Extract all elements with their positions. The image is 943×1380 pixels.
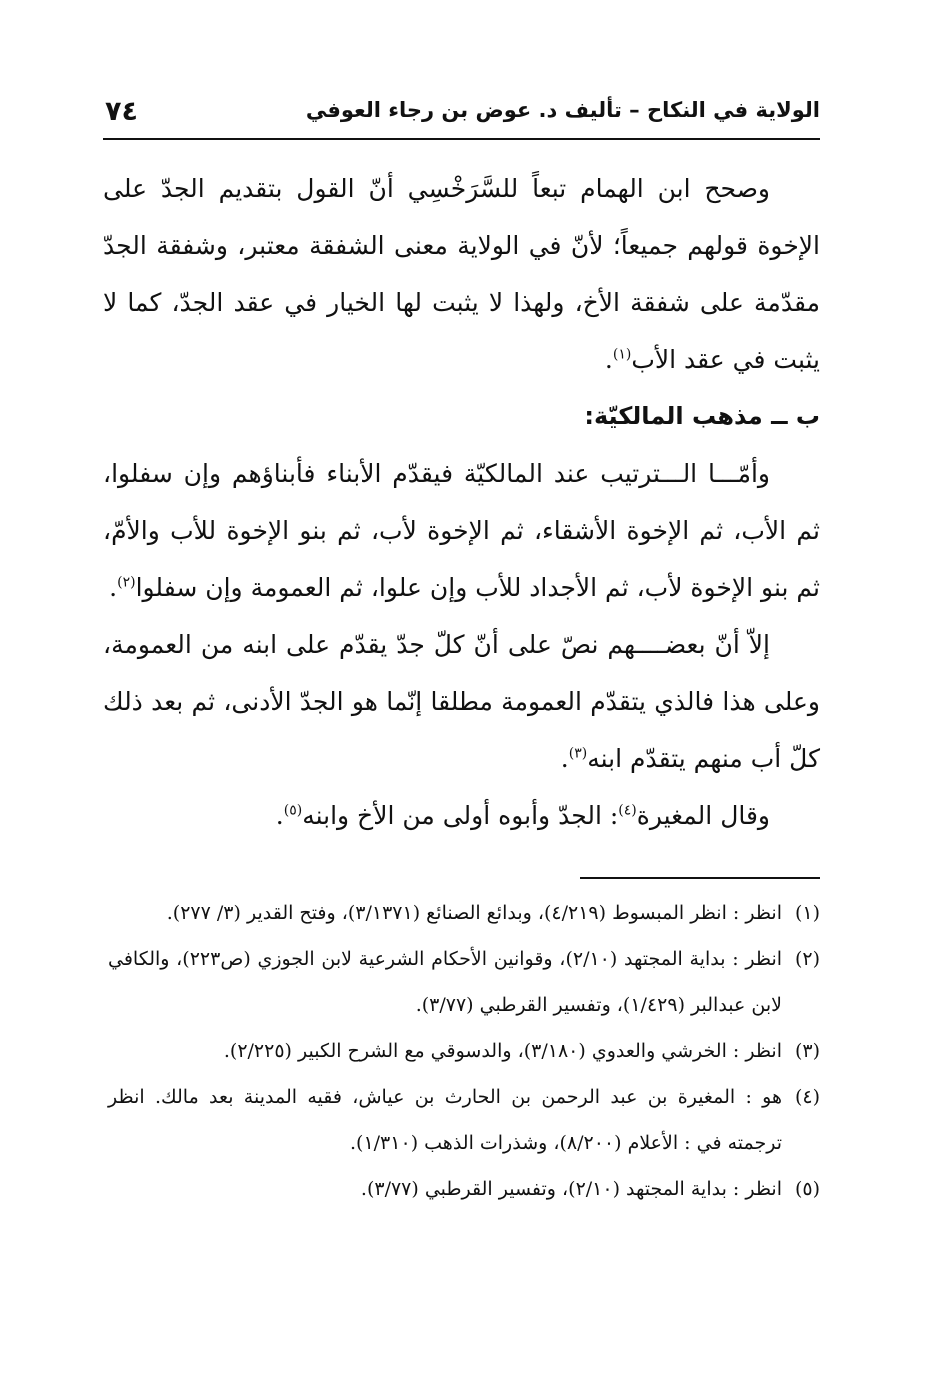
footnote-separator [580,877,820,879]
paragraph-4 [103,787,820,844]
footnote-3 [108,1028,820,1074]
paragraph-3 [103,616,820,787]
footnote-1 [108,890,820,936]
section-heading: ب ــ مذهب المالكيّة: [584,402,820,430]
footnotes [108,890,820,1212]
paragraph-3-end: . [560,744,569,773]
paragraph-2-text: وأمّـــا الـــترتيب عند المالكيّة فيقدّم الأبناء فأبناؤهم وإن سفلوا، ثم الأب، ثم الإخوة الأشقاء، ثم الإخوة لأب، ثم بنو الإخوة للأب والأمّ، ثم بنو الإخوة لأب، ثم الأجداد للأب وإن علوا، ثم العمومة وإن سفلوا [103,459,820,602]
paragraph-4-end: . [275,801,284,830]
footnote-text: هو : المغيرة بن عبد الرحمن بن الحارث بن عياش، فقيه المدينة بعد مالك. انظر ترجمته في : الأعلام (٨/٢٠٠)، وشذرات الذهب (١/٣١٠). [108,1086,782,1154]
paragraph-2 [103,445,820,616]
paragraph-1 [103,160,820,388]
footnote-text: انظر : بداية المجتهد (٢/١٠)، وتفسير القرطبي (٣/٧٧). [360,1178,782,1200]
footnote-5 [108,1166,820,1212]
footnote-number: (٢) [794,948,820,970]
footnote-text: انظر : الخرشي والعدوي (٣/١٨٠)، والدسوقي مع الشرح الكبير (٢/٢٢٥). [223,1040,782,1062]
footnote-ref-3: (٣) [568,745,588,762]
paragraph-4-text-b: : الجدّ وأبوه أولى من الأخ وابنه [302,801,619,830]
paragraph-1-text: وصحح ابن الهمام تبعاً للسَّرَخْسِي أنّ القول بتقديم الجدّ على الإخوة قولهم جميعاً؛ لأنّ في الولاية معنى الشفقة معتبر، وشفقة الجدّ مقدّمة على شفقة الأخ، ولهذا لا يثبت لها الخيار في عقد الجدّ، كما لا يثبت في عقد الأب [103,174,820,374]
footnote-ref-1: (١) [612,346,632,363]
footnote-number: (٥) [794,1178,820,1200]
footnote-text: انظر : بداية المجتهد (٢/١٠)، وقوانين الأحكام الشرعية لابن الجوزي (ص٢٢٣)، والكافي لابن عبدالبر (١/٤٢٩)، وتفسير القرطبي (٣/٧٧). [108,948,783,1016]
footnote-number: (٤) [794,1086,820,1108]
page-number: ٧٤ [105,96,138,127]
footnote-number: (١) [794,902,820,924]
footnote-ref-4: (٤) [618,802,637,819]
paragraph-4-text-a: وقال المغيرة [636,801,770,830]
footnote-ref-5: (٥) [283,802,303,819]
footnote-ref-2: (٢) [117,574,136,591]
footnote-text: انظر : انظر المبسوط (٤/٢١٩)، وبدائع الصنائع (٣/١٣٧١)، وفتح القدير (٣/ ٢٧٧). [166,902,782,924]
footnote-number: (٣) [794,1040,820,1062]
footnote-2 [108,936,820,1028]
footnote-4 [108,1074,820,1166]
paragraph-3-text: إلاّ أنّ بعضــــهم نصّ على أنّ كلّ جدّ يقدّم على ابنه من العمومة، وعلى هذا فالذي يتقدّم العمومة مطلقا إنّما هو الجدّ الأدنى، ثم بعد ذلك كلّ أب منهم يتقدّم ابنه [103,630,820,773]
header-title: الولاية في النكاح – تأليف د. عوض بن رجاء العوفي [305,98,820,122]
paragraph-1-end: . [604,345,613,374]
paragraph-2-end: . [109,573,118,602]
header-rule [103,138,820,140]
running-header [103,96,820,136]
main-text [103,160,820,844]
